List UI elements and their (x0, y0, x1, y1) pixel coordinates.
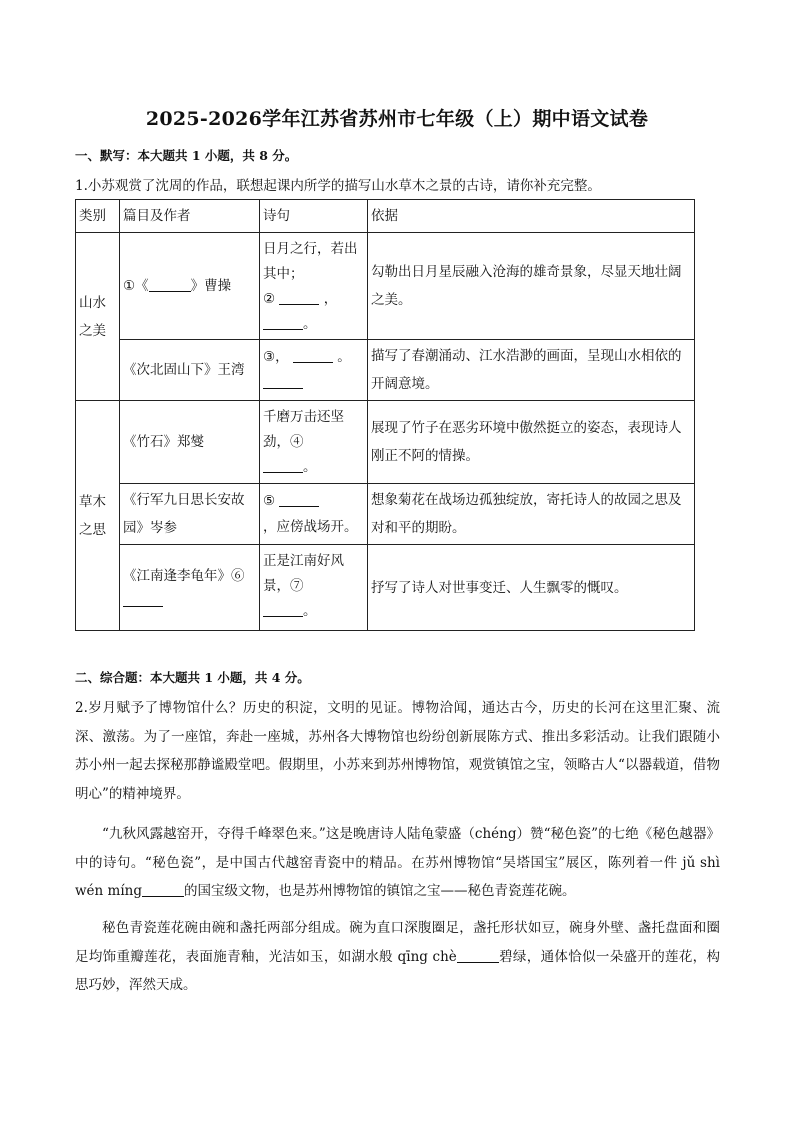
blank-1[interactable] (149, 277, 191, 292)
cell-work-4: 《行军九日思长安故园》岑参 (120, 484, 260, 545)
blank-2b[interactable] (263, 315, 303, 330)
page-title: 2025-2026学年江苏省苏州市七年级（上）期中语文试卷 (145, 108, 649, 130)
category-plants: 草木之思 (76, 401, 120, 631)
header-basis: 依据 (368, 200, 695, 233)
question-2-paragraph-3: 秘色青瓷莲花碗由碗和盏托两部分组成。碗为直口深腹圈足，盏托形状如豆，碗身外壁、盏托盘面和圈足均饰重瓣莲花，表面施青釉，光洁如玉，如湖水般 qīng chè 碧绿，通体恰似一朵盛开的莲花，构思巧妙，浑然天成。 (75, 920, 721, 993)
category-landscape: 山水之美 (76, 233, 120, 401)
blank-3b[interactable] (263, 374, 303, 389)
blank-4[interactable] (263, 458, 303, 473)
blank-pinyin-2[interactable] (457, 948, 499, 963)
cell-lines-2: ③， 。 (260, 340, 368, 401)
question-2-paragraph-2: “九秋风露越窑开，夺得千峰翠色来。”这是晚唐诗人陆龟蒙盛（chéng）赞“秘色瓷”的七绝《秘色越器》中的诗句。“秘色瓷”，是中国古代越窑青瓷中的精品。在苏州博物馆“吴塔国宝”展区，陈列着一件 jǔ shì wén míng 的国宝级文物，也是苏州博物馆的镇馆之宝——秘色青瓷莲花碗。 (75, 826, 720, 899)
cell-basis-4: 想象菊花在战场边孤独绽放，寄托诗人的故园之思及对和平的期盼。 (368, 484, 695, 545)
blank-6[interactable] (123, 592, 163, 607)
section-2-heading: 二、综合题：本大题共 1 小题，共 4 分。 (75, 670, 310, 685)
cell-lines-1: 日月之行，若出其中； ② ， 。 (260, 233, 368, 340)
header-work: 篇目及作者 (120, 200, 260, 233)
header-category: 类别 (76, 200, 120, 233)
cell-work-2: 《次北固山下》王湾 (120, 340, 260, 401)
cell-work-3: 《竹石》郑燮 (120, 401, 260, 484)
blank-pinyin-1[interactable] (142, 882, 184, 897)
section-1-heading: 一、默写：本大题共 1 小题，共 8 分。 (75, 148, 298, 163)
cell-basis-3: 展现了竹子在恶劣环境中傲然挺立的姿态，表现诗人刚正不阿的情操。 (368, 401, 695, 484)
cell-work-1: ①《 》曹操 (120, 233, 260, 340)
blank-2[interactable] (279, 290, 319, 305)
question-2-paragraph-1: 2.岁月赋予了博物馆什么？历史的积淀，文明的见证。博物洽闻，通达古今，历史的长河在这里汇聚、流深、激荡。为了一座馆，奔赴一座城，苏州各大博物馆也纷纷创新展陈方式、推出多彩活动。让我们跟随小苏小州一起去探秘那静谧殿堂吧。假期里，小苏来到苏州博物馆，观赏镇馆之宝，领略古人“以器载道，借物明心”的精神境界。 (75, 700, 720, 802)
cell-lines-3: 千磨万击还坚劲，④ 。 (260, 401, 368, 484)
cell-work-5: 《江南逢李龟年》⑥ (120, 545, 260, 631)
cell-basis-5: 抒写了诗人对世事变迁、人生飘零的慨叹。 (368, 545, 695, 631)
poem-table (75, 199, 695, 631)
cell-lines-4: ⑤ ，应傍战场开。 (260, 484, 368, 545)
blank-7[interactable] (263, 602, 303, 617)
cell-basis-2: 描写了春潮涌动、江水浩渺的画面，呈现山水相依的开阔意境。 (368, 340, 695, 401)
blank-3[interactable] (293, 348, 333, 363)
cell-basis-1: 勾勒出日月星辰融入沧海的雄奇景象，尽显天地壮阔之美。 (368, 233, 695, 340)
blank-5[interactable] (279, 492, 319, 507)
cell-lines-5: 正是江南好风景，⑦ 。 (260, 545, 368, 631)
header-lines: 诗句 (260, 200, 368, 233)
question-1-stem: 1.小苏观赏了沈周的作品，联想起课内所学的描写山水草木之景的古诗，请你补充完整。 (75, 178, 601, 194)
